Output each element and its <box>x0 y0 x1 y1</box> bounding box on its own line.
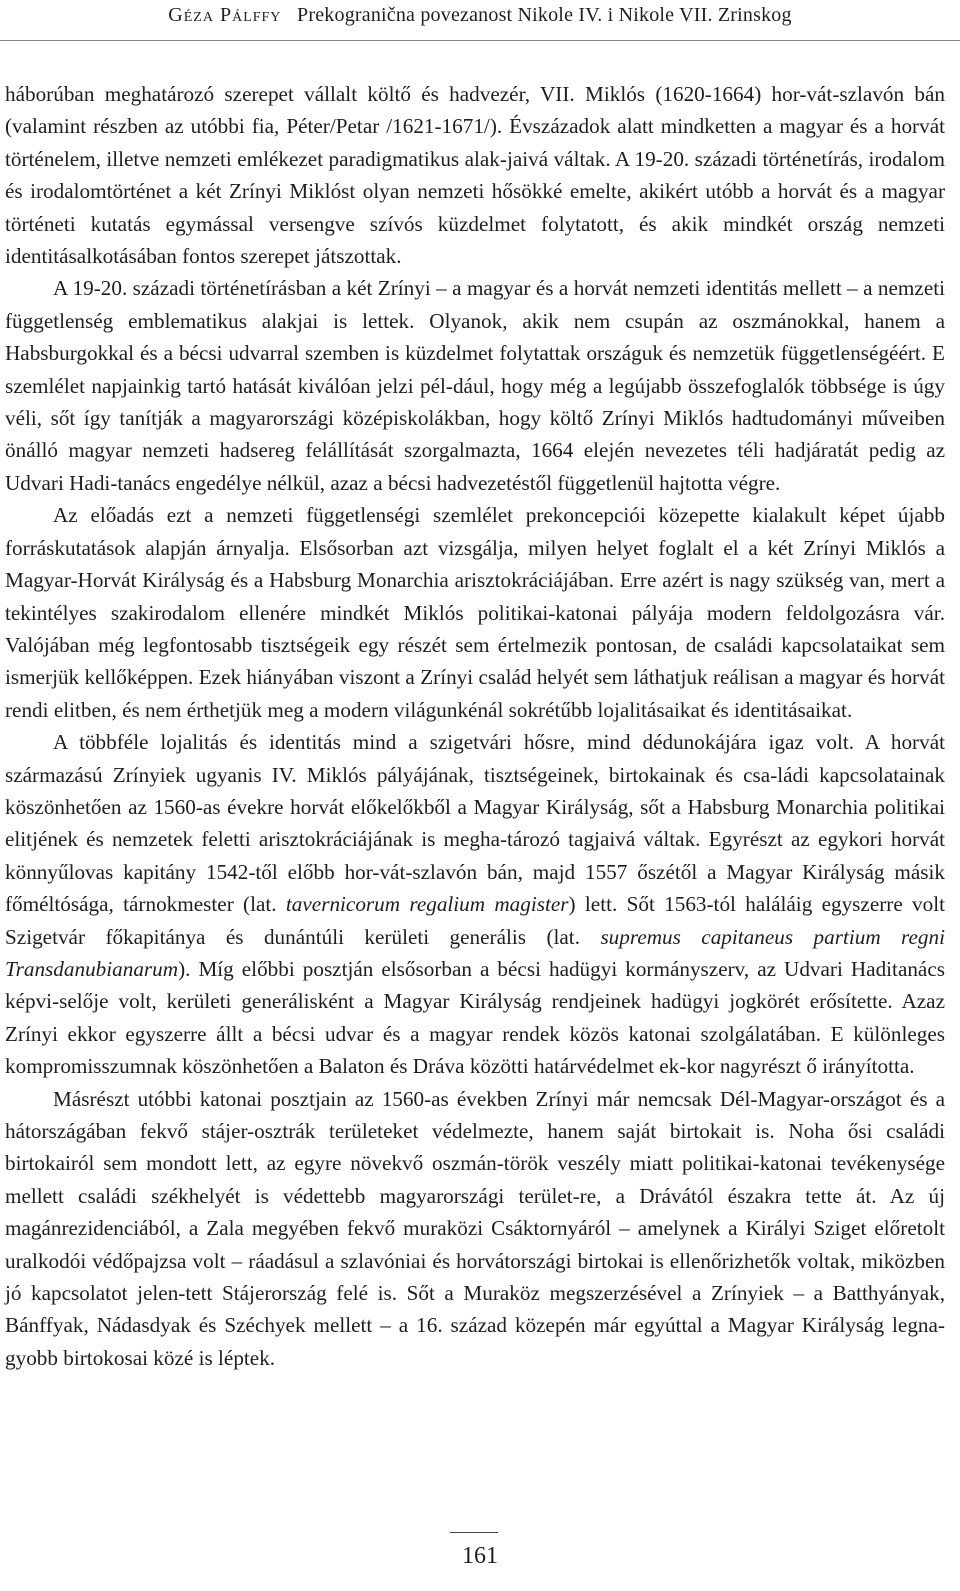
article-body <box>5 78 945 1374</box>
paragraph-2: A 19-20. századi történetírásban a két Zrínyi – a magyar és a horvát nemzeti identitás mellett – a nemzeti függetlenség emblematikus alakjai is lettek. Olyanok, akik nem csupán az oszmánokkal, hanem a Habsburgokkal és a bécsi udvarral szemben is küzdelmet folytattak országuk és nemzetük függetlenségéért. E szemlélet napjainkig tartó hatását kiválóan jelzi pél-dául, hogy még a legújabb összefoglalók többsége is úgy véli, sőt így tanítják a magyarországi középiskolákban, hogy költő Zrínyi Miklós hadtudományi műveiben önálló magyar nemzeti hadsereg felállítását szorgalmazta, 1664 elején nevezetes téli hadjáratát pedig az Udvari Hadi-tanács engedélye nélkül, azaz a bécsi hadvezetéstől függetlenül hajtotta végre. <box>5 276 945 495</box>
latin-term-supremus-capitaneus: supremus capitaneus partium regni Transdanubianarum <box>5 924 945 981</box>
running-head-title: Prekogranična povezanost Nikole IV. i Nikole VII. Zrinskog <box>297 4 792 26</box>
header-rule <box>0 40 960 41</box>
running-head-author: Géza Pálffy <box>168 4 282 26</box>
page-number: 161 <box>462 1543 498 1569</box>
paragraph-1: háborúban meghatározó szerepet vállalt költő és hadvezér, VII. Miklós (1620-1664) hor-vát-szlavón bán (valamint részben az utóbbi fia, Péter/Petar /1621-1671/). Évszázadok alatt mindketten a magyar és a horvát történelem, illetve nemzeti emlékezet paradigmatikus alak-jaivá váltak. A 19-20. századi történetírás, irodalom és irodalomtörténet a két Zrínyi Miklóst olyan nemzeti hősökké emelte, akikért utóbb a horvát és a magyar történeti kutatás egymással versengve szívós küzdelmet folytatott, és akik mindkét ország nemzeti identitásalkotásában fontos szerepet játszottak. <box>5 82 945 269</box>
paragraph-4 <box>5 726 945 1082</box>
paragraph-5: Másrészt utóbbi katonai posztjain az 1560-as években Zrínyi már nemcsak Dél-Magyar-országot és a hátországában fekvő stájer-osztrák területeket védelmezte, hanem saját birtokait is. Noha ősi családi birtokairól sem mondott lett, az egyre növekvő oszmán-török veszély miatt politikai-katonai tevékenysége mellett családi székhelyét is védettebb magyarországi terület-re, a Drávától északra tette át. Az új magánrezidenciából, a Zala megyében fekvő muraközi Csáktornyáról – amelynek a Királyi Sziget előretolt uralkodói védőpajzsa volt – ráadásul a szlavóniai és horvátországi birtokai is ellenőrizhetők voltak, miközben jó kapcsolatot jelen-tett Stájerország felé is. Sőt a Muraköz megszerzésével a Zrínyiek – a Batthyányak, Bánffyak, Nádasdyak és Széchyek mellett – a 16. század közepén már egyúttal a Magyar Királyság legna-gyobb birtokosai közé is léptek. <box>5 1086 945 1370</box>
paragraph-3: Az előadás ezt a nemzeti függetlenségi szemlélet prekoncepciói közepette kialakult képet újabb forráskutatások alapján árnyalja. Elsősorban azt vizsgálja, milyen helyet foglalt el a két Zrínyi Miklós a Magyar-Horvát Királyság és a Habsburg Monarchia arisztokráciájában. Erre azért is nagy szükség van, mert a tekintélyes szakirodalom ellenére mindkét Miklós politikai-katonai pályája modern feldolgozásra vár. Valójában még legfontosabb tisztségeik egy részét sem értelmezik pontosan, de családi kapcsolataikat sem ismerjük kellőképpen. Ezek hiányában viszont a Zrínyi család helyét sem láthatjuk reálisan a magyar és horvát rendi elitben, és nem érthetjük meg a modern világunkénál sokrétűbb lojalitásaikat és identitásaikat. <box>5 503 945 722</box>
latin-term-tavernicorum: tavernicorum regalium magister <box>285 892 569 917</box>
running-head <box>0 4 960 27</box>
paragraph-4-part-2: ) lett. Sőt 1563-tól haláláig egyszerre volt Szigetvár főkapitánya és dunántúli kerületi generális (lat. <box>5 892 946 949</box>
footer-rule <box>450 1532 498 1533</box>
paragraph-4-part-3: ). Míg előbbi posztján elsősorban a bécsi hadügyi kormányszerv, az Udvari Haditanács képvi-selője volt, kerületi generálisként a Magyar Királyság rendjeinek hadügyi jogkörét erősítette. Azaz Zrínyi ekkor egyszerre állt a bécsi udvar és a magyar rendek közös katonai szolgálatában. E különleges kompromisszumnak köszönhetően a Balaton és Dráva közötti határvédelmet ek-kor nagyrészt ő irányította. <box>5 956 945 1079</box>
paragraph-4-part-1: A többféle lojalitás és identitás mind a szigetvári hősre, mind dédunokájára igaz volt. A horvát származású Zrínyiek ugyanis IV. Miklós pályájának, tisztségeinek, birtokainak és csa-ládi kapcsolatainak köszönhetően az 1560-as évekre horvát előkelőkből a Magyar Királyság, sőt a Habsburg Monarchia politikai elitjének és nemzetek feletti arisztokráciájának is megha-tározó tagjaivá váltak. Egyrészt az egykori horvát könnyűlovas kapitány 1542-től előbb hor-vát-szlavón bán, majd 1557 őszétől a Magyar Királyság másik főméltósága, tárnokmester (lat. <box>5 730 945 917</box>
